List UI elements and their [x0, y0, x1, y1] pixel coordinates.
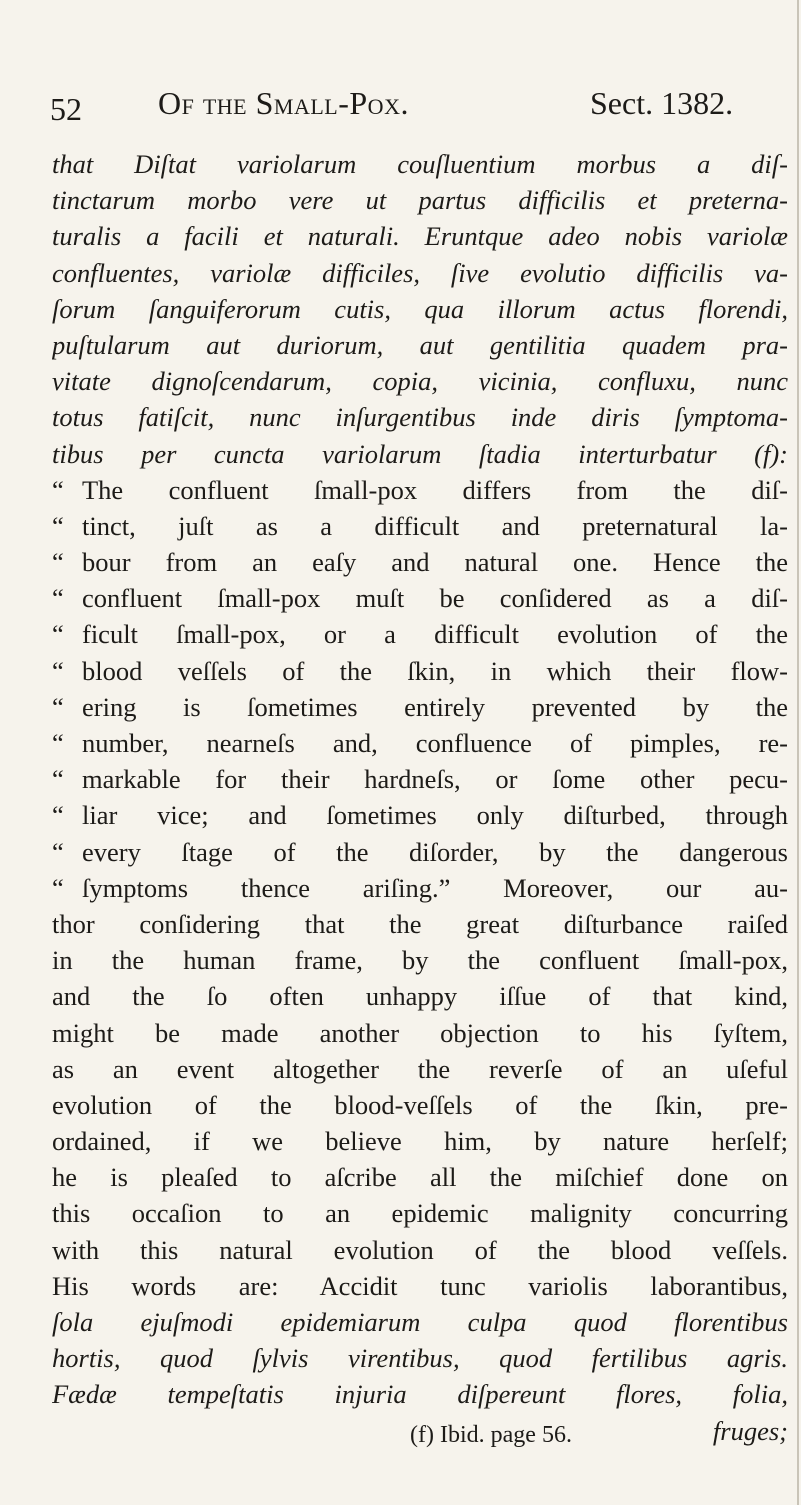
body-text: [52, 146, 788, 1449]
text-line: puſtularum aut duriorum, aut gentilitia quadem pra-: [52, 329, 788, 360]
quote-mark: “: [52, 872, 64, 903]
page-number: 52: [50, 91, 82, 127]
quoted-line: “ The confluent ſmall-pox differs from the diſ-: [52, 472, 788, 508]
quote-mark: “: [52, 764, 64, 795]
text-line: in the human frame, by the confluent ſmall-pox,: [52, 945, 788, 976]
text-line: ſorum ſanguiferorum cutis, qua illorum actus florendi,: [52, 293, 788, 324]
text-line: hortis, quod ſylvis virentibus, quod fertilibus agris.: [52, 1343, 788, 1374]
text-line: confluentes, variolæ difficiles, ſive evolutio difficilis va-: [52, 257, 788, 288]
quoted-line: “ bour from an eaſy and natural one. Hence the: [52, 544, 788, 580]
text-line: ordained, if we believe him, by nature herſelf;: [52, 1126, 788, 1157]
quoted-line: “ number, nearneſs and, confluence of pimples, re-: [52, 725, 788, 761]
page-edge: [797, 0, 799, 1505]
text-line: tibus per cuncta variolarum ſtadia interturbatur (f):: [52, 438, 788, 469]
quote-mark: “: [52, 619, 64, 650]
quoted-line: “ ſymptoms thence ariſing.” Moreover, our au-: [52, 870, 788, 906]
quote-mark: “: [52, 547, 64, 578]
quoted-line: “ liar vice; and ſometimes only diſturbed, through: [52, 797, 788, 833]
quoted-line: “ markable for their hardneſs, or ſome other pecu-: [52, 761, 788, 797]
quoted-line: “ ficult ſmall-pox, or a difficult evolution of the: [52, 616, 788, 652]
text-line: tinctarum morbo vere ut partus difficilis et preterna-: [52, 185, 788, 216]
quoted-line: “ every ſtage of the diſorder, by the dangerous: [52, 834, 788, 870]
quote-mark: “: [52, 800, 64, 831]
text-line: he is pleaſed to aſcribe all the miſchief done on: [52, 1162, 788, 1193]
running-head: [50, 85, 790, 135]
quoted-line: “ ering is ſometimes entirely prevented by the: [52, 689, 788, 725]
text-line: and the ſo often unhappy iſſue of that kind,: [52, 981, 788, 1012]
text-line: with this natural evolution of the blood veſſels.: [52, 1234, 788, 1265]
quote-mark: “: [52, 836, 64, 867]
text-line: thor conſidering that the great diſturbance raiſed: [52, 908, 788, 939]
text-line: turalis a facili et naturali. Eruntque adeo nobis variolæ: [52, 221, 788, 252]
quote-mark: “: [52, 691, 64, 722]
text-line: ſola ejuſmodi epidemiarum culpa quod florentibus: [52, 1307, 788, 1337]
quote-mark: “: [52, 510, 64, 541]
text-line: totus fatiſcit, nunc inſurgentibus inde diris ſymptoma-: [52, 402, 788, 433]
text-line: as an event altogether the reverſe of an uſeful: [52, 1053, 788, 1084]
text-line: this occaſion to an epidemic malignity concurring: [52, 1198, 788, 1229]
quoted-line: “ tinct, juſt as a difficult and preternatural la-: [52, 508, 788, 544]
text-line: that Diſtat variolarum couſluentium morbus a diſ-: [52, 149, 788, 179]
text-line: Fædæ tempeſtatis injuria diſpereunt flores, folia,: [52, 1379, 788, 1410]
quote-mark: “: [52, 474, 64, 505]
text-line: His words are: Accidit tunc variolis laborantibus,: [52, 1270, 788, 1301]
quote-mark: “: [52, 583, 64, 614]
section-number: Sect. 1382.: [590, 85, 734, 121]
text-line: vitate dignoſcendarum, copia, vicinia, confluxu, nunc: [52, 366, 788, 397]
quote-mark: “: [52, 728, 64, 758]
text-line: fruges;: [712, 1415, 788, 1446]
footnote: (f) Ibid. page 56.: [410, 1422, 572, 1448]
quoted-translation: [52, 472, 788, 906]
quote-mark: “: [52, 655, 64, 686]
running-title: Of the Small-Pox.: [158, 85, 409, 121]
quoted-line: “ confluent ſmall-pox muſt be conſidered as a diſ-: [52, 580, 788, 616]
text-line: might be made another objection to his ſyſtem,: [52, 1017, 788, 1048]
text-line: evolution of the blood-veſſels of the ſkin, pre-: [52, 1089, 788, 1120]
quoted-line: “ blood veſſels of the ſkin, in which their flow-: [52, 653, 788, 689]
